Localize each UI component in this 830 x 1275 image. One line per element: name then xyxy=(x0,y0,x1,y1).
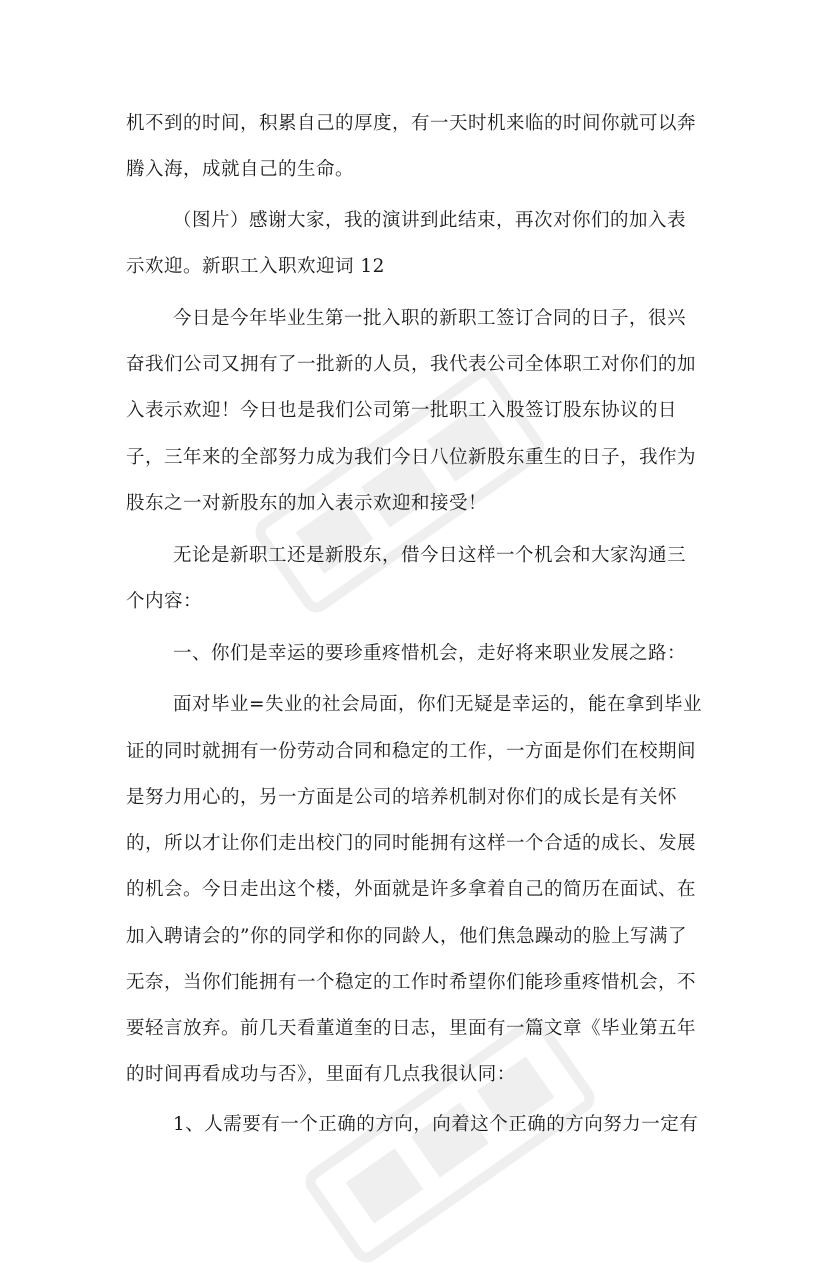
paragraph-line: 无奈，当你们能拥有一个稳定的工作时希望你们能珍重疼惜机会，不 xyxy=(126,972,697,993)
paragraph-line: 无论是新职工还是新股东，借今日这样一个机会和大家沟通三 xyxy=(173,545,687,566)
paragraph-line: 的时间再看成功与否》，里面有几点我很认同： xyxy=(126,1064,516,1085)
paragraph-line: 面对毕业=失业的社会局面，你们无疑是幸运的，能在拿到毕业 xyxy=(173,694,703,715)
paragraph-line: 1、人需要有一个正确的方向，向着这个正确的方向努力一定有 xyxy=(173,1114,699,1135)
paragraph-line: 的，所以才让你们走出校门的同时能拥有这样一个合适的成长、发展 xyxy=(126,833,697,854)
paragraph-line: 机不到的时间，积累自己的厚度，有一天时机来临的时间你就可以奔 xyxy=(126,113,697,134)
paragraph-line: 股东之一对新股东的加入表示欢迎和接受！ xyxy=(126,493,488,514)
paragraph-line: 要轻言放弃。前几天看董道奎的日志，里面有一篇文章《毕业第五年 xyxy=(126,1018,697,1039)
watermark-logo xyxy=(293,1005,608,1275)
paragraph-line: 个内容： xyxy=(126,591,203,612)
paragraph-line: 入表示欢迎！今日也是我们公司第一批职工入股签订股东协议的日 xyxy=(126,400,678,421)
paragraph-line: 示欢迎。新职工入职欢迎词 12 xyxy=(126,256,385,277)
paragraph-line: 今日是今年毕业生第一批入职的新职工签订合同的日子，很兴 xyxy=(173,308,687,329)
paragraph-line: 加入聘请会的”你的同学和你的同龄人，他们焦急躁动的脸上写满了 xyxy=(126,926,687,947)
paragraph-line: （图片）感谢大家，我的演讲到此结束，再次对你们的加入表 xyxy=(173,210,687,231)
paragraph-line: 子，三年来的全部努力成为我们今日八位新股东重生的日子，我作为 xyxy=(126,447,697,468)
paragraph-line: 证的同时就拥有一份劳动合同和稳定的工作，一方面是你们在校期间 xyxy=(126,741,697,762)
paragraph-line: 腾入海，成就自己的生命。 xyxy=(126,159,355,180)
paragraph-line: 一、你们是幸运的要珍重疼惜机会，走好将来职业发展之路： xyxy=(173,643,687,664)
watermark-logo xyxy=(243,355,558,625)
paragraph-line: 奋我们公司又拥有了一批新的人员，我代表公司全体职工对你们的加 xyxy=(126,354,697,375)
paragraph-line: 是努力用心的，另一方面是公司的培养机制对你们的成长是有关怀 xyxy=(126,787,678,808)
paragraph-line: 的机会。今日走出这个楼，外面就是许多拿着自己的简历在面试、在 xyxy=(126,879,697,900)
